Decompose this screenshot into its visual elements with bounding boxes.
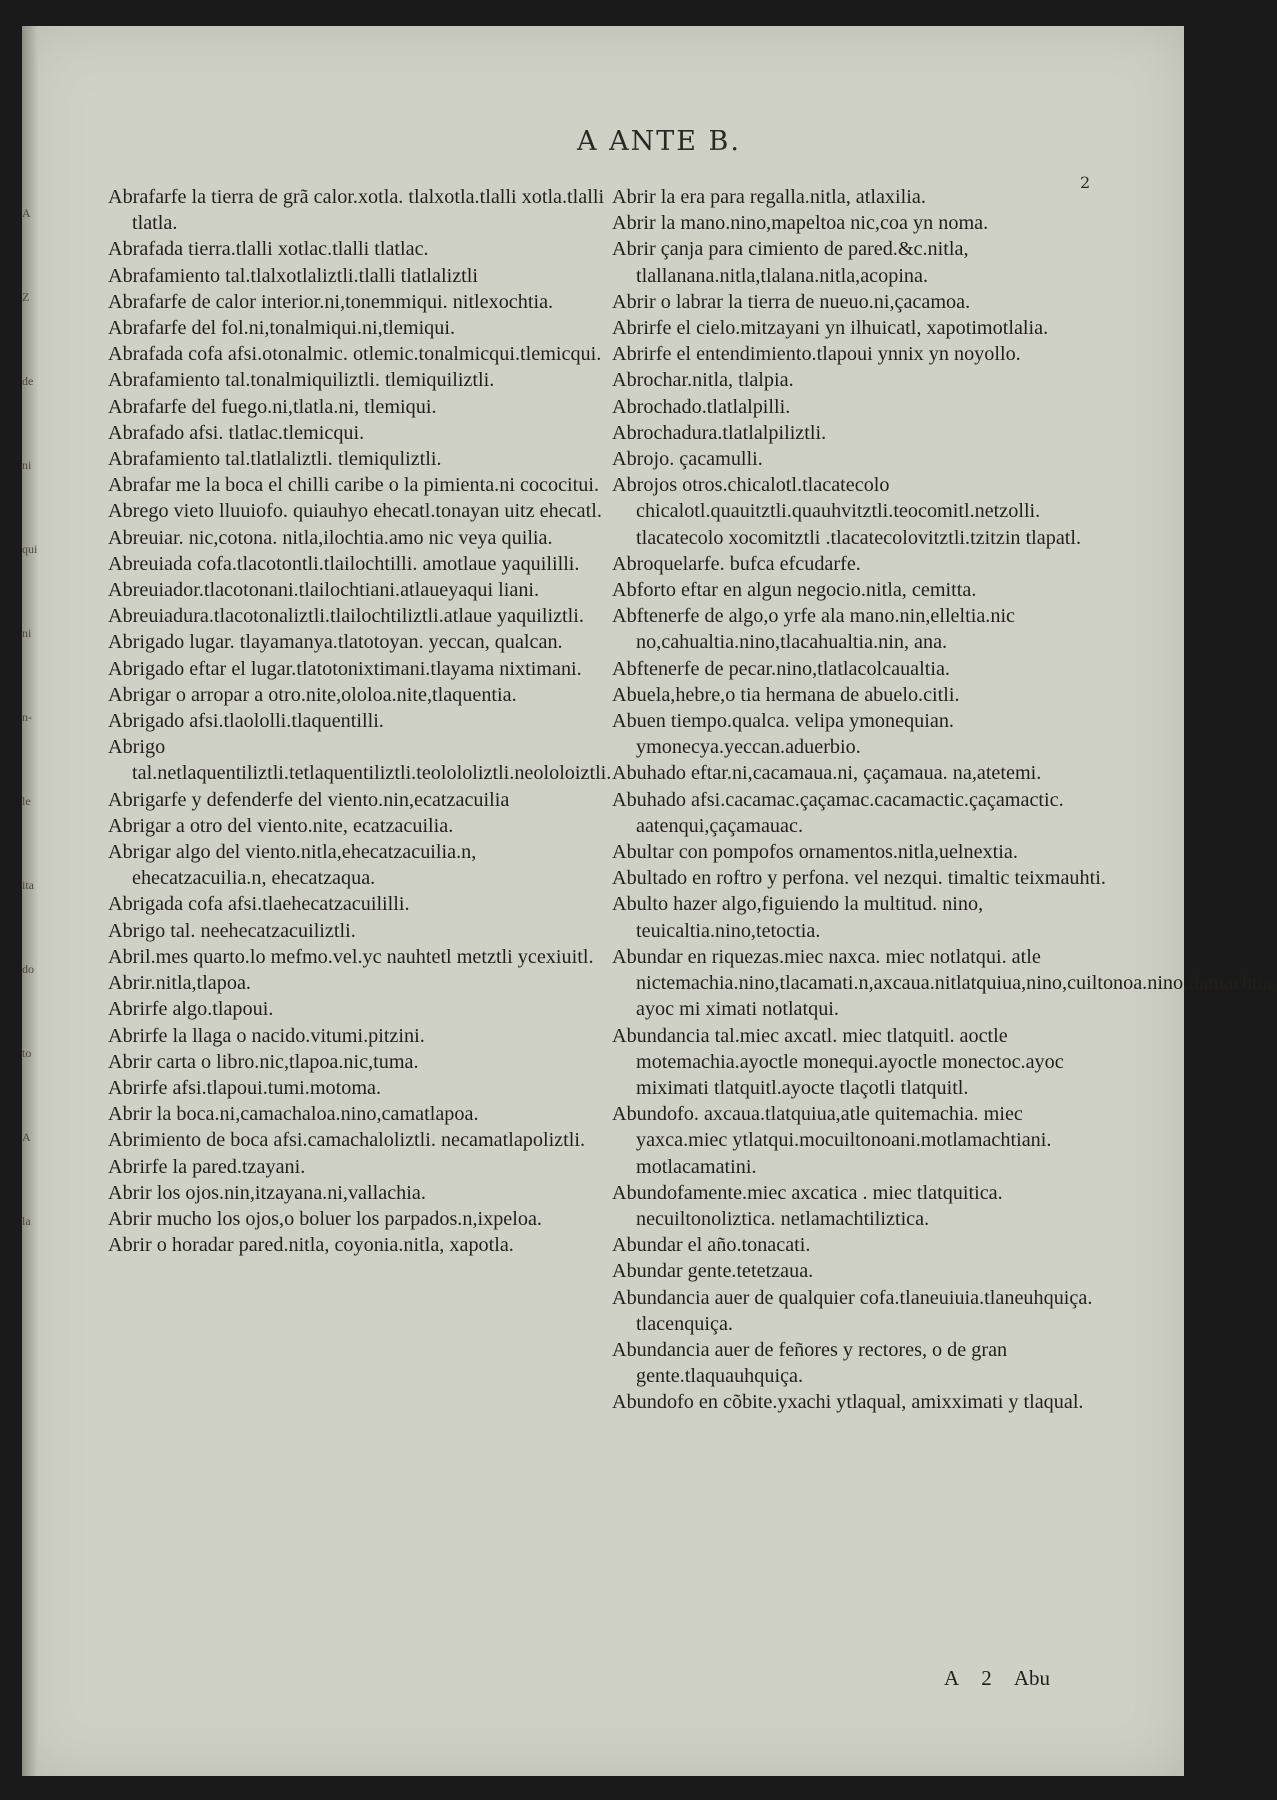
- dictionary-entry: Abuen tiempo.qualca. velipa ymonequian. ymonecya.yeccan.aduerbio.: [612, 710, 954, 759]
- dictionary-entry: Abril.mes quarto.lo mefmo.vel.yc nauhtetl metztli ycexiuitl.: [108, 945, 594, 968]
- dictionary-entry: Abrirfe la llaga o nacido.vitumi.pitzini.: [108, 1024, 425, 1047]
- dictionary-entry: Abrafamiento tal.tlatlaliztli. tlemiquliztli.: [108, 448, 442, 471]
- dictionary-entry: Abundancia tal.miec axcatl. miec tlatquitl. aoctle motemachia.ayoctle monequi.ayoctle monectoc.ayoc miximati tlatquitl.ayocte tlaçotli tlatquitl.: [612, 1024, 1064, 1099]
- margin-fragment: la: [22, 1214, 31, 1228]
- dictionary-entry: Abrafar me la boca el chilli caribe o la pimienta.ni cococitui.: [108, 474, 600, 497]
- margin-fragment: A: [22, 206, 31, 220]
- right-column: [612, 184, 1277, 1416]
- dictionary-entry: Abundancia auer de qualquier cofa.tlaneuiuia.tlaneuhquiça. tlacenquiça.: [612, 1286, 1093, 1335]
- dictionary-entry: Abrafada tierra.tlalli xotlac.tlalli tlatlac.: [108, 238, 429, 261]
- dictionary-entry: Abrir la era para regalla.nitla, atlaxilia.: [612, 186, 926, 208]
- margin-fragment: de: [22, 374, 34, 388]
- dictionary-entry: Abrir o labrar la tierra de nueuo.ni,çacamoa.: [612, 290, 971, 313]
- dictionary-entry: Abrojo. çacamulli.: [612, 448, 763, 471]
- dictionary-entry: Abreuiada cofa.tlacotontli.tlailochtilli. amotlaue yaquililli.: [108, 552, 580, 575]
- dictionary-entry: Abrafarfe del fuego.ni,tlatla.ni, tlemiqui.: [108, 395, 437, 418]
- margin-fragment: do: [22, 962, 34, 976]
- dictionary-entry: Abrigarfe y defenderfe del viento.nin,ecatzacuilia: [108, 788, 510, 811]
- margin-fragment: ita: [22, 878, 34, 892]
- dictionary-entry: Abrigado eftar el lugar.tlatotonixtimani.tlayama nixtimani.: [108, 657, 582, 680]
- dictionary-entry: Abultado en roftro y perfona. vel nezqui. timaltic teixmauhti.: [612, 867, 1106, 890]
- dictionary-entry: Abreuiar. nic,cotona. nitla,ilochtia.amo nic veya quilia.: [108, 526, 553, 549]
- dictionary-entry: Abrimiento de boca afsi.camachaloliztli. necamatlapoliztli.: [108, 1129, 586, 1152]
- dictionary-entry: Abrir o horadar pared.nitla, coyonia.nitla, xapotla.: [108, 1234, 514, 1257]
- dictionary-entry: Abrego vieto lluuiofo. quiauhyo ehecatl.tonayan uitz ehecatl.: [108, 500, 602, 523]
- dictionary-entry: Abundofo. axcaua.tlatquiua,atle quitemachia. miec yaxca.miec ytlatqui.mocuiltonoani.motlamachtiani. motlacamatini.: [612, 1103, 1052, 1178]
- margin-fragments: [22, 206, 36, 1306]
- dictionary-entry: Abroquelarfe. bufca efcudarfe.: [612, 552, 861, 575]
- dictionary-entry: Abrigado afsi.tlaololli.tlaquentilli.: [108, 710, 384, 733]
- dictionary-entry: Abrafamiento tal.tonalmiquiliztli. tlemiquiliztli.: [108, 369, 495, 392]
- margin-fragment: Z: [22, 290, 30, 304]
- dictionary-entry: Abultar con pompofos ornamentos.nitla,uelnextia.: [612, 841, 1018, 864]
- dictionary-entry: Abundar gente.tetetzaua.: [612, 1260, 814, 1283]
- dictionary-entry: Abrochar.nitla, tlalpia.: [612, 369, 794, 392]
- margin-fragment: le: [22, 794, 31, 808]
- dictionary-entry: Abrojos otros.chicalotl.tlacatecolo chicalotl.quauitztli.quauhvitztli.teocomitl.netzolli. tlacatecolo xocomitztli .tlacatecolovitztli.tzitzin tlapatl.: [612, 474, 1082, 549]
- dictionary-entry: Abrochado.tlatlalpilli.: [612, 395, 791, 418]
- dictionary-entry: Abuela,hebre,o tia hermana de abuelo.citli.: [612, 683, 960, 706]
- dictionary-entry: Abrir.nitla,tlapoa.: [108, 972, 251, 995]
- dictionary-entry: Abrigado lugar. tlayamanya.tlatotoyan. yeccan, qualcan.: [108, 631, 563, 654]
- dictionary-entry: Abrirfe afsi.tlapoui.tumi.motoma.: [108, 1076, 382, 1099]
- folio-number: 2: [1080, 173, 1091, 192]
- dictionary-entry: Abundofamente.miec axcatica . miec tlatquitica. necuiltonoliztica. netlamachtiliztica.: [612, 1181, 1003, 1230]
- dictionary-entry: Abrigar a otro del viento.nite, ecatzacuilia.: [108, 814, 454, 837]
- dictionary-entry: Abreuiador.tlacotonani.tlailochtiani.atlaueyaqui liani.: [108, 579, 540, 602]
- dictionary-entry: Abrafarfe de calor interior.ni,tonemmiqui. nitlexochtia.: [108, 290, 554, 313]
- dictionary-entry: Abrafamiento tal.tlalxotlaliztli.tlalli tlatlaliztli: [108, 264, 478, 287]
- margin-fragment: n-: [22, 710, 32, 724]
- margin-fragment: to: [22, 1046, 32, 1060]
- dictionary-entry: Abftenerfe de algo,o yrfe ala mano.nin,elleltia.nic no,cahualtia.nino,tlacahualtia.nin, ana.: [612, 605, 1016, 654]
- book-page: [22, 26, 1277, 1776]
- margin-fragment: qui: [22, 542, 38, 556]
- dictionary-entry: Abrochadura.tlatlalpiliztli.: [612, 421, 827, 444]
- dictionary-entry: Abrafada cofa afsi.otonalmic. otlemic.tonalmicqui.tlemicqui.: [108, 343, 602, 366]
- dictionary-entry: Abrirfe el entendimiento.tlapoui ynnix yn noyollo.: [612, 343, 1021, 366]
- dictionary-entry: Abrir la boca.ni,camachaloa.nino,camatlapoa.: [108, 1103, 479, 1126]
- dictionary-entry: Abundar en riquezas.miec naxca. miec notlatqui. atle nictemachia.nino,tlacamati.n,axcaua.nitlatquiua,nino,cuiltonoa.nino,tlamachtia. ayoc mi ximati notlatqui.: [612, 945, 1277, 1021]
- dictionary-entry: Abrafarfe del fol.ni,tonalmiqui.ni,tlemiqui.: [108, 317, 456, 340]
- margin-fragment: ni: [22, 626, 32, 640]
- dictionary-entry: Abrir mucho los ojos,o boluer los parpados.n,ixpeloa.: [108, 1207, 542, 1230]
- dictionary-entry: Abrir carta o libro.nic,tlapoa.nic,tuma.: [108, 1050, 419, 1073]
- dictionary-entry: Abrir çanja para cimiento de pared.&c.nitla, tlallanana.nitla,tlalana.nitla,acopina.: [612, 238, 969, 287]
- dictionary-entry: Abrigada cofa afsi.tlaehecatzacuililli.: [108, 893, 410, 916]
- margin-fragment: ni: [22, 458, 32, 472]
- dictionary-entry: Abrafarfe la tierra de grã calor.xotla. tlalxotla.tlalli xotla.tlalli tlatla.: [108, 186, 605, 235]
- dictionary-entry: Abftenerfe de pecar.nino,tlatlacolcaualtia.: [612, 657, 950, 680]
- dictionary-entry: Abrigo tal. neehecatzacuiliztli.: [108, 919, 356, 942]
- page-footer-signature: A 2 Abu: [944, 1666, 1051, 1690]
- dictionary-entry: Abulto hazer algo,figuiendo la multitud. nino, teuicaltia.nino,tetoctia.: [612, 893, 984, 942]
- margin-fragment: A: [22, 1130, 31, 1144]
- dictionary-entry: Abrir los ojos.nin,itzayana.ni,vallachia.: [108, 1181, 426, 1204]
- dictionary-entry: Abrirfe el cielo.mitzayani yn ilhuicatl, xapotimotlalia.: [612, 317, 1049, 340]
- left-column: [108, 184, 612, 1258]
- dictionary-entry: Abrigar o arropar a otro.nite,ololoa.nite,tlaquentia.: [108, 683, 517, 706]
- dictionary-entry: Abrigo tal.netlaquentiliztli.tetlaquentiliztli.teolololiztli.neololoiztli.: [108, 736, 612, 785]
- dictionary-entry: Abrir la mano.nino,mapeltoa nic,coa yn noma.: [612, 212, 989, 235]
- dictionary-entry: Abuhado afsi.cacamac.çaçamac.cacamactic.çaçamactic. aatenqui,çaçamauac.: [612, 788, 1064, 837]
- dictionary-entry: Abrirfe algo.tlapoui.: [108, 998, 274, 1021]
- dictionary-entry: Abreuiadura.tlacotonaliztli.tlailochtiliztli.atlaue yaquiliztli.: [108, 605, 584, 628]
- dictionary-entry: Abundofo en cõbite.yxachi ytlaqual, amixximati y tlaqual.: [612, 1391, 1084, 1414]
- dictionary-entry: Abundar el año.tonacati.: [612, 1234, 811, 1257]
- dictionary-entry: Abforto eftar en algun negocio.nitla, cemittа.: [612, 579, 977, 602]
- dictionary-entry: Abundancia auer de feñores y rectores, o de gran gente.tlaquauhquiça.: [612, 1338, 1008, 1388]
- dictionary-entry: Abrigar algo del viento.nitla,ehecatzacuilia.n, ehecatzacuilia.n, ehecatzaqua.: [108, 841, 477, 890]
- dictionary-entry: Abrafado afsi. tlatlac.tlemicqui.: [108, 421, 365, 444]
- dictionary-entry: Abrirfe la pared.tzayani.: [108, 1155, 306, 1178]
- running-header: A ANTE B.: [577, 126, 741, 157]
- dictionary-entry: Abuhado eftar.ni,cacamaua.ni, çaçamaua. na,atetemi.: [612, 762, 1042, 785]
